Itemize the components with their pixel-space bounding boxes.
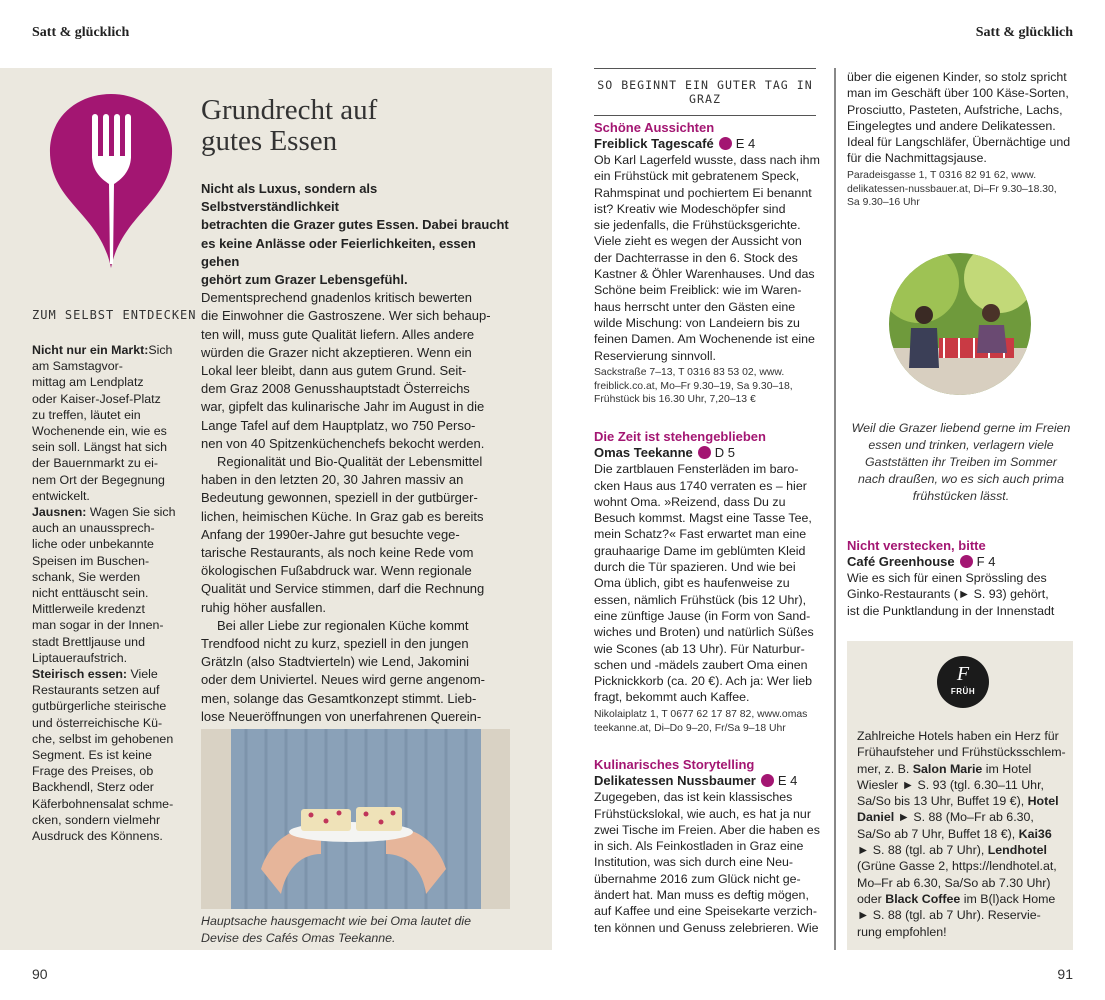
food-pin-icon [719, 137, 732, 150]
info-line: oder Black Coffee im B(l)ack Home [857, 891, 1056, 906]
info-line: rung empfohlen! [857, 924, 947, 939]
info-line: ► S. 88 (tgl. ab 7 Uhr). Reservie- [857, 908, 1041, 923]
page-number-left: 90 [32, 966, 48, 982]
sidebar-item: Jausnen: Wagen Sie sich auch an unaussprech- liche oder unbekannte Speisen im Buschen- schank, Sie werden nicht enttäuscht sein. Mittlerweile kredenzt man sogar in der Innen- stadt Brettljause und Liptaueraufstrich. [32, 505, 176, 665]
info-line: mer, z. B. Salon Marie im Hotel [857, 761, 1032, 776]
page-number-right: 91 [1057, 966, 1073, 982]
early-badge-icon: F FRÜH [937, 656, 989, 708]
entry-greenhouse: Nicht verstecken, bitte Café Greenhouse F 4 Wie es sich für einen Sprössling des Ginko-Restaurants (► S. 93) gehört, ist die Punktlandung in der Innenstadt [847, 538, 1055, 618]
entry-freiblick: Schöne Aussichten Freiblick Tagescafé E 4 Ob Karl Lagerfeld wusste, dass nach ihm ein Frühstück mit gebratenem Speck, Rahmspinat und pochiertem Ei benannt ist? Kreativ wie Modeschöpfer sind sie jedenfalls, die Frühstücksgerichte. Viele zieht es wegen der Aussicht von der Dachterrasse in den 6. Stock des Kastner & Öhler Warenhauses. Und das Schöne beim Freiblick: wie im Waren- haus herrscht unter den Gästen eine wilde Mischung: von Landeiern bis zu feinen Damen. Am Wochenende ist eine Reservierung sinnvoll. Sackstraße 7–13, T 0316 83 53 02, www. freiblick.co.at, Mo–Fr 9.30–19, Sa 9.30–18, Frühstück bis 16.30 Uhr, 7,20–13 € [594, 120, 820, 406]
sidebar-item: Steirisch essen: Viele Restaurants setzen auf gutbürgerliche steirische und österreichische Kü- che, selbst im gehobenen Segment. Es ist keine Frage des Preises, ob Backhendl, Sterz oder Käferbohnensalat schme- cken, sondern vielmehr Ausdruck des Könnens. [32, 667, 174, 844]
column-divider [834, 68, 836, 950]
info-line: (Grüne Gasse 2, https://lendhotel.at, [857, 859, 1057, 874]
section-heading: SO BEGINNT EIN GUTER TAG IN GRAZ [594, 68, 816, 116]
entry-nussbaumer: Kulinarisches Storytelling Delikatessen Nussbaumer E 4 Zugegeben, das ist kein klassisches Frühstückslokal, wie auch, es hat ja nur zwei Tische im Freien. Aber die haben es in sich. Als Feinkostladen in Graz eine Institution, was sich durch eine Neu- übernahme 2016 zum Glück nicht ge- ändert hat. Man muss es deftig mögen, auf Kaffee und eine Speisekarte verzich- ten können und Genuss zelebrieren. Wie [594, 757, 820, 935]
info-line: Mo–Fr ab 6.30, Sa/So ab 7.30 Uhr) [857, 875, 1051, 890]
entry-omas-teekanne: Die Zeit ist stehengeblieben Omas Teekanne D 5 Die zartblauen Fensterläden im baro- cken Haus aus 1740 verraten es – hier wohnt Oma. »Reizend, dass Du zu Besuch kommst. Magst eine Tasse Tee, mein Schatz?« Fast erwartet man eine grauhaarige Dame im geblümten Kleid durch die Tür spazieren. Und wie bei Oma üblich, gibt es haufenweise zu essen, nämlich Frühstück (bis 12 Uhr), eine zünftige Jause (in Form von Sand- wiches und Broten) und natürlich Süßes wie Scones (ab 13 Uhr). Für Naturbur- schen und -mädels zaubert Oma einen Picknickkorb (ca. 20 €). Ach ja: Wer lieb fragt, bekommt auch Kaffee. Nikolaiplatz 1, T 0677 62 17 87 82, www.omas teekanne.at, Di–Do 9–20, Fr/Sa 9–18 Uhr [594, 429, 814, 734]
running-head-left: Satt & glücklich [32, 25, 130, 40]
breakfast-info-text [857, 728, 1069, 940]
article-body [201, 180, 511, 744]
sidebar-text [32, 342, 182, 844]
sidebar-item: Nicht nur ein Markt:Sich am Samstagvor- mittag am Lendplatz oder Kaiser-Josef-Platz zu treffen, läutet ein Wochenende ein, wie es sein soll. Längst hat sich der Bauernmarkt zu ei- nem Ort der Begegnung entwickelt. [32, 343, 173, 503]
food-pin-icon [698, 446, 711, 459]
info-line: ► S. 88 (tgl. ab 7 Uhr), Lendhotel [857, 843, 1047, 858]
fork-pin-icon [48, 92, 174, 270]
article-intro: Nicht als Luxus, sondern als Selbstverständlichkeit betrachten die Grazer gutes Essen. Dabei braucht es keine Anlässe oder Feierlichkeiten, essen gehen gehört zum Grazer Lebensgefühl. [201, 181, 509, 288]
middle-column [594, 120, 826, 936]
info-line: Wiesler ► S. 93 (tgl. 6.30–11 Uhr, [857, 777, 1044, 792]
right-column-top: über die eigenen Kinder, so stolz spricht man im Geschäft über 100 Käse-Sorten, Prosciutto, Pasteten, Aufstriche, Lachs, Eingelegtes und andere Delikatessen. Ideal für Langschläfer, Übernächtige und für die Nachmittagsjause. Paradeisgasse 1, T 0316 82 91 62, www. delikatessen-nussbauer.at, Di–Fr 9.30–18.30, Sa 9.30–16 Uhr [847, 70, 1071, 209]
sidebar-heading: ZUM SELBST ENTDECKEN [32, 308, 197, 322]
info-line: Sa/So bis 13 Uhr, Buffet 19 €), Hotel [857, 794, 1059, 809]
article-title: Grundrecht auf gutes Essen [201, 94, 378, 157]
info-line: Frühaufsteher und Frühstücksschlem- [857, 745, 1066, 760]
cake-photo [201, 729, 510, 909]
photo-caption: Hauptsache hausgemacht wie bei Oma lautet die Devise des Cafés Omas Teekanne. [201, 914, 471, 945]
food-pin-icon [761, 774, 774, 787]
info-line: Zahlreiche Hotels haben ein Herz für [857, 729, 1059, 743]
running-head-right: Satt & glücklich [975, 25, 1073, 40]
round-photo-caption: Weil die Grazer liebend gerne im Freien essen und trinken, verlagern viele Gaststätten ihr Treiben im Sommer nach draußen, wo es sich auch prima frühstücken lässt. [851, 421, 1071, 503]
info-line: Daniel ► S. 88 (Mo–Fr ab 6.30, [857, 810, 1034, 825]
info-line: Sa/So ab 7 Uhr, Buffet 18 €), Kai36 [857, 826, 1052, 841]
garden-cafe-photo [889, 253, 1031, 395]
food-pin-icon [960, 555, 973, 568]
article-text: Dementsprechend gnadenlos kritisch bewerten die Einwohner die Gastroszene. Wer sich behaup- ten will, muss gute Qualität liefern. Alles andere würden die Grazer nicht akzeptieren. Wenn ein Lokal leer bleibt, dann aus gutem Grund. Seit- dem Graz 2008 Genusshauptstadt Österreichs war, gipfelt das kulinarische Jahr im August in die Lange Tafel auf dem Hauptplatz, wo 750 Perso- nen von 40 Spitzenküchenchefs bekocht werden. Regionalität und Bio-Qualität der Lebensmittel haben in den letzten 20, 30 Jahren massiv an Bedeutung gewonnen, speziell in der gutbürger- lichen, heimischen Küche. In Graz gab es bereits Anfang der 1990er-Jahre gut besuchte vege- tarische Restaurants, als noch keine Rede vom ökologischen Fußabdruck war. Wenn regionale Qualität und Service stimmen, darf die Rechnung ruhig höher ausfallen. Bei aller Liebe zur regionalen Küche kommt Trendfood nicht zu kurz, speziell in den jungen Grätzln (also Stadtvierteln) wie Lend, Jakomini oder dem Univiertel. Neues wird gerne angenom- men, solange das Gesamtkonzept stimmt. Lieb- lose Neueröffnungen von unerfahrenen Querein- [201, 290, 491, 724]
